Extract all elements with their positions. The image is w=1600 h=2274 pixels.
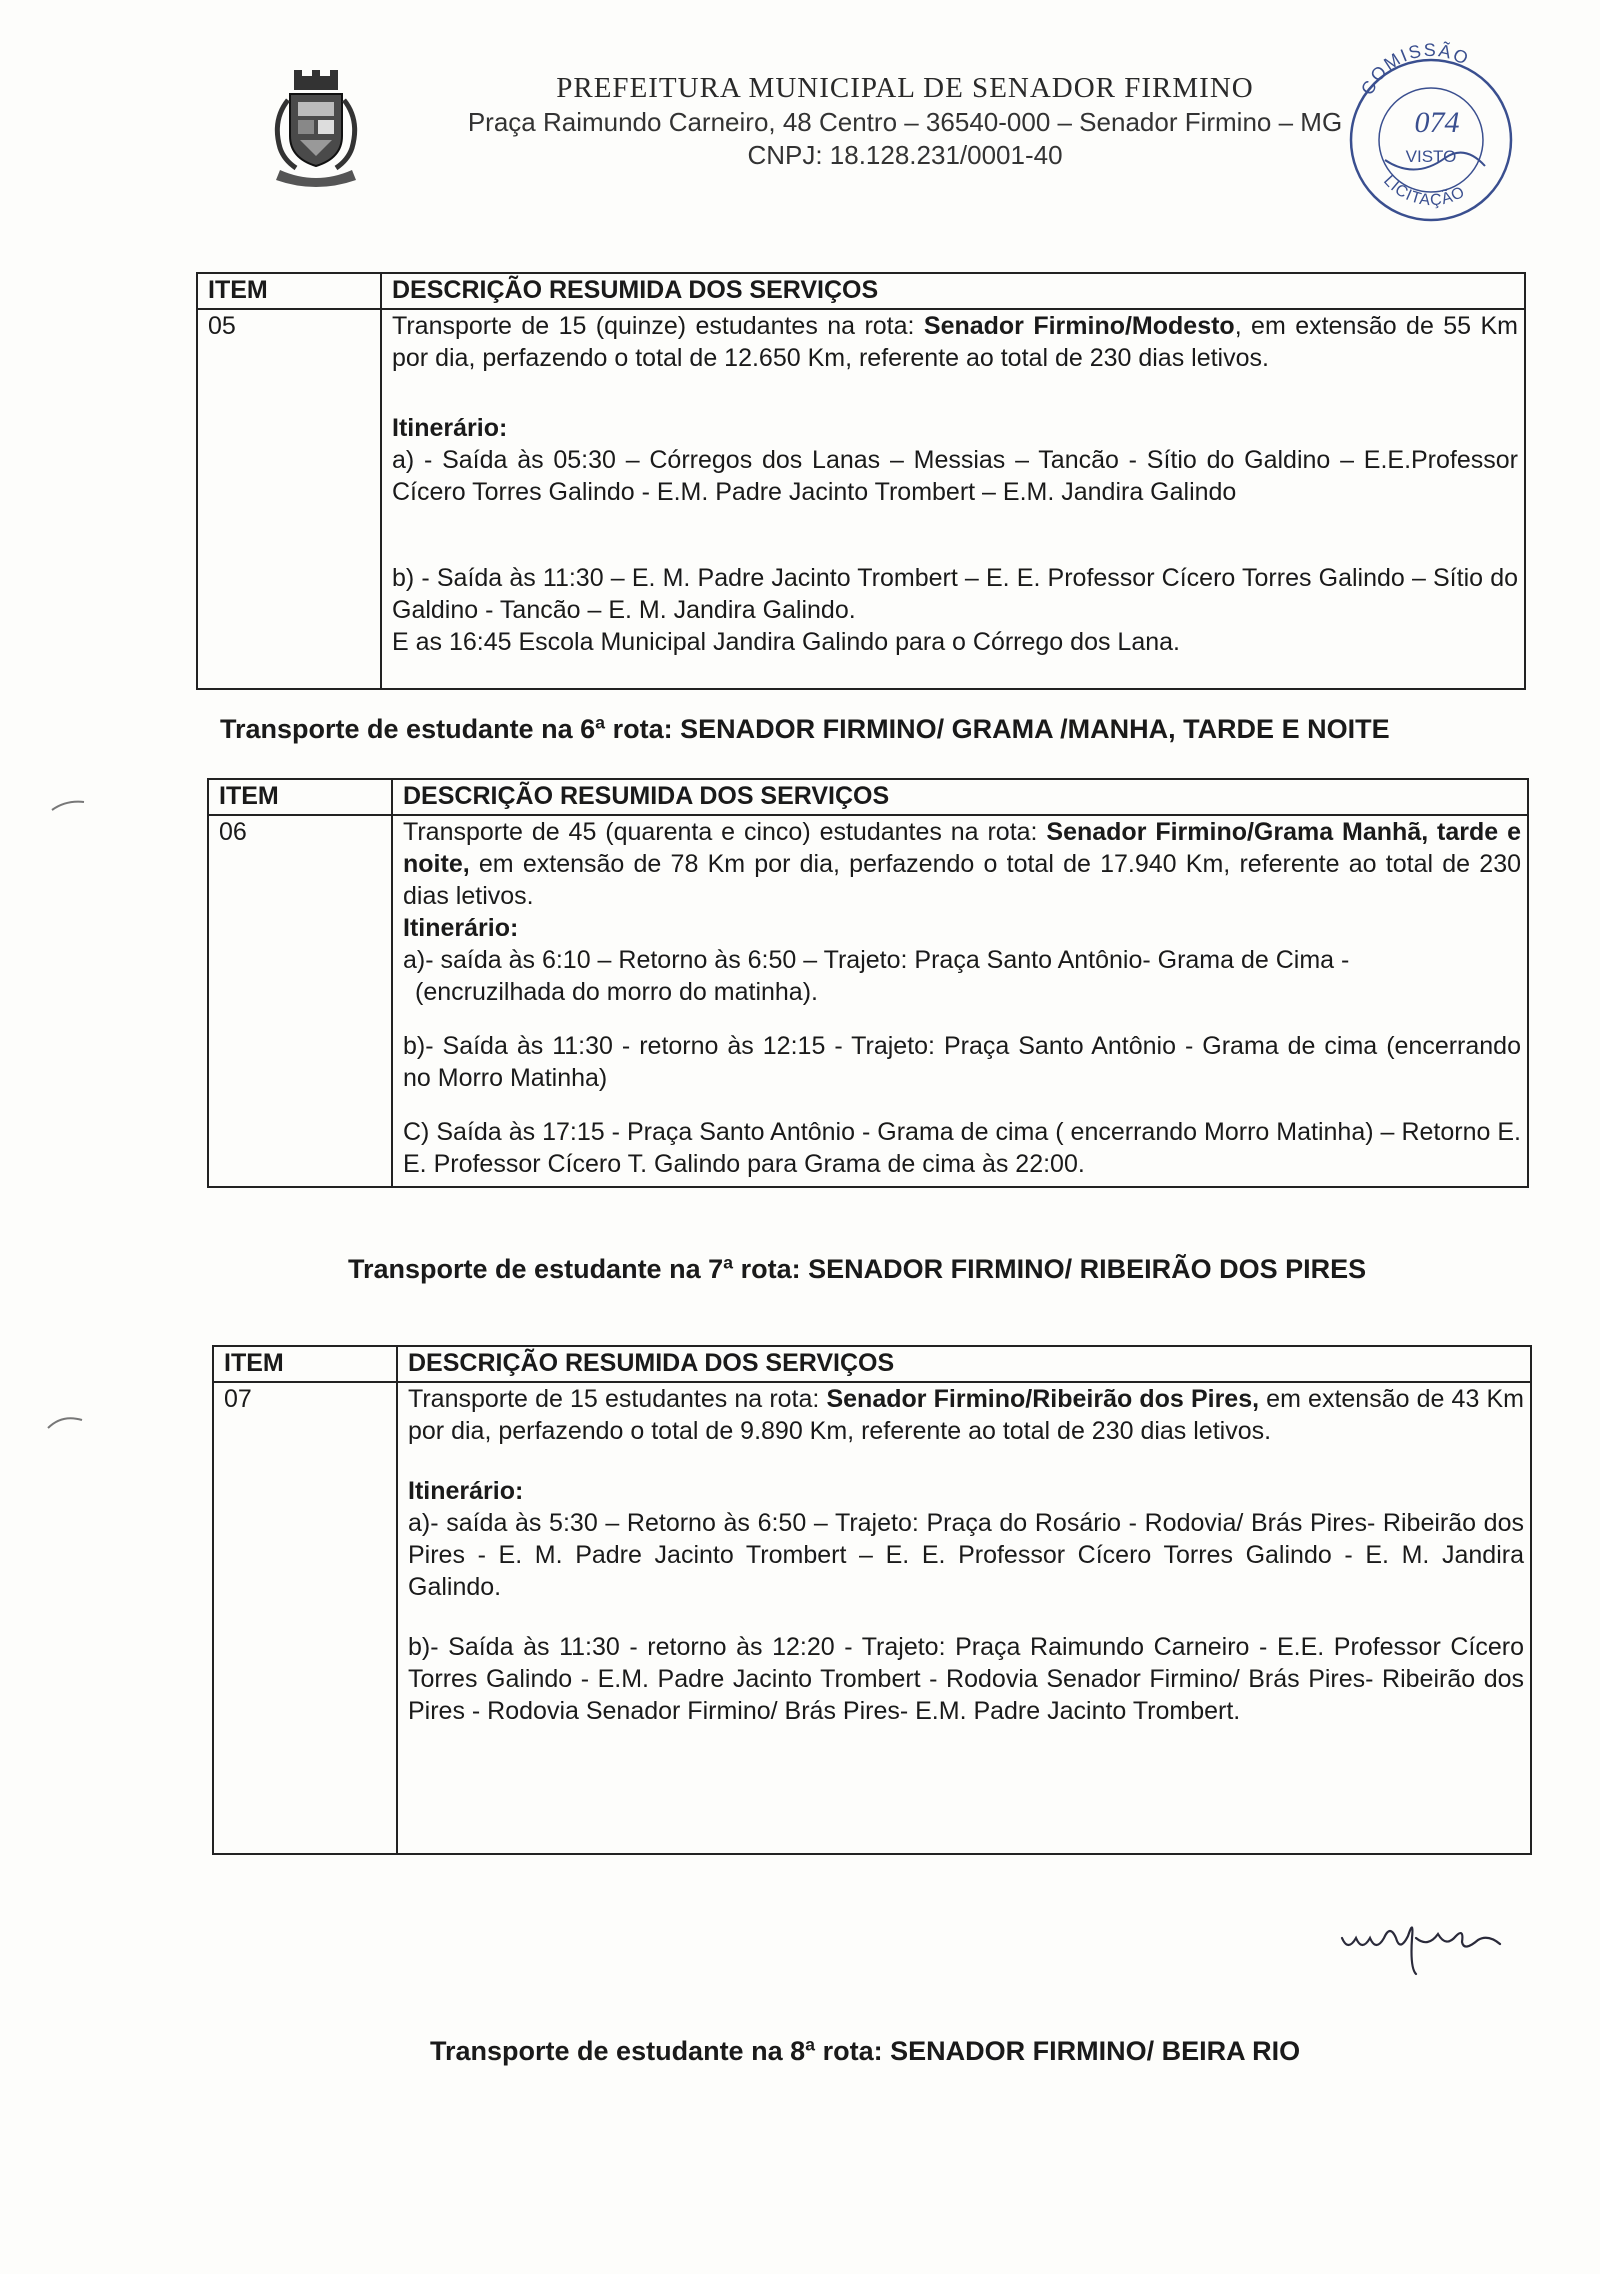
stamp-visto: VISTO [1405,147,1457,166]
route-title-7: Transporte de estudante na 7ª rota: SENADOR FIRMINO/ RIBEIRÃO DOS PIRES [348,1254,1367,1284]
description-header: DESCRIÇÃO RESUMIDA DOS SERVIÇOS [392,779,1528,815]
route-title-8: Transporte de estudante na 8ª rota: SENADOR FIRMINO/ BEIRA RIO [430,2036,1301,2066]
margin-mark-icon [48,796,88,814]
itinerary-label: Itinerário: [392,414,508,442]
itinerary-step: (encruzilhada do morro do matinha). [415,978,818,1006]
service-table-item-05 [196,272,1526,690]
item-number: 05 [197,309,381,689]
itinerary-step: E as 16:45 Escola Municipal Jandira Galindo para o Córrego dos Lana. [392,628,1180,656]
description-text: Transporte de 45 (quarenta e cinco) estudantes na rota: Senador Firmino/Grama Manhã, tarde e noite, em extensão de 78 Km por dia, perfazendo o total de 17.940 Km, referente ao total de 230 dias letivos. [403,818,1521,910]
description-header: DESCRIÇÃO RESUMIDA DOS SERVIÇOS [381,273,1525,309]
route-name: Senador Firmino/Modesto [923,312,1235,340]
service-description [397,1382,1531,1854]
itinerary-label: Itinerário: [403,914,519,942]
municipal-crest-icon [270,70,362,192]
handwritten-signature [1338,1908,1508,1978]
itinerary-step: a)- saída às 5:30 – Retorno às 6:50 – Trajeto: Praça do Rosário - Rodovia/ Brás Pires- Ribeirão dos Pires - E. M. Padre Jacinto Trombert – E. E. Professor Cícero Torres Galindo - E. M. Jandira Galindo. [408,1509,1524,1601]
item-number: 07 [213,1382,397,1854]
item-number: 06 [208,815,392,1187]
organization-address: Praça Raimundo Carneiro, 48 Centro – 36540-000 – Senador Firmino – MG [467,107,1343,137]
itinerary-step: b)- Saída às 11:30 - retorno às 12:15 - Trajeto: Praça Santo Antônio - Grama de cima (encerrando no Morro Matinha) [403,1032,1521,1092]
description-text: Transporte de 15 (quinze) estudantes na rota: Senador Firmino/Modesto, em extensão de 55 Km por dia, perfazendo o total de 12.650 Km, referente ao total de 230 dias letivos. [392,312,1518,372]
service-table-item-07 [212,1345,1532,1855]
commission-stamp [1345,40,1517,230]
item-header: ITEM [213,1346,397,1382]
svg-text:COMISSÃO [1357,40,1473,98]
organization-name: PREFEITURA MUNICIPAL DE SENADOR FIRMINO [556,72,1254,104]
item-header: ITEM [197,273,381,309]
description-header: DESCRIÇÃO RESUMIDA DOS SERVIÇOS [397,1346,1531,1382]
stamp-bottom-text: LICITAÇÃO [1380,172,1469,210]
itinerary-label: Itinerário: [408,1477,524,1505]
item-header: ITEM [208,779,392,815]
route-name: Senador Firmino/Ribeirão dos Pires, [826,1385,1260,1413]
service-description [381,309,1525,689]
stamp-top-text: COMISSÃO [1356,40,1474,99]
itinerary-step: a) - Saída às 05:30 – Córregos dos Lanas – Messias – Tancão - Sítio do Galdino – E.E.Professor Cícero Torres Galindo - E.M. Padre Jacinto Trombert – E.M. Jandira Galindo [392,446,1518,506]
stamp-number: 074 [1414,106,1460,139]
itinerary-step: a)- saída às 6:10 – Retorno às 6:50 – Trajeto: Praça Santo Antônio- Grama de Cima - [403,946,1350,974]
organization-cnpj: CNPJ: 18.128.231/0001-40 [747,140,1063,170]
service-table-item-06 [207,778,1529,1188]
itinerary-step: b)- Saída às 11:30 - retorno às 12:20 - Trajeto: Praça Raimundo Carneiro - E.E. Professor Cícero Torres Galindo - E.M. Padre Jacinto Trombert - Rodovia Senador Firmino/ Brás Pires- Ribeirão dos Pires - Rodovia Senador Firmino/ Brás Pires- E.M. Padre Jacinto Trombert. [408,1633,1524,1725]
itinerary-step: b) - Saída às 11:30 – E. M. Padre Jacinto Trombert – E. E. Professor Cícero Torres Galindo – Sítio do Galdino - Tancão – E. M. Jandira Galindo. [392,564,1518,624]
route-title-6: Transporte de estudante na 6ª rota: SENADOR FIRMINO/ GRAMA /MANHA, TARDE E NOITE [220,714,1390,744]
route-name: Senador Firmino/Grama Manhã, tarde e noite, [403,818,1521,878]
margin-mark-icon [44,1412,86,1432]
itinerary-step: C) Saída às 17:15 - Praça Santo Antônio - Grama de cima ( encerrando Morro Matinha) – Retorno E. E. Professor Cícero T. Galindo para Grama de cima às 22:00. [403,1118,1521,1178]
letterhead [400,72,1410,171]
description-text: Transporte de 15 estudantes na rota: Senador Firmino/Ribeirão dos Pires, em extensão de 43 Km por dia, perfazendo o total de 9.890 Km, referente ao total de 230 dias letivos. [408,1385,1524,1445]
service-description [392,815,1528,1187]
